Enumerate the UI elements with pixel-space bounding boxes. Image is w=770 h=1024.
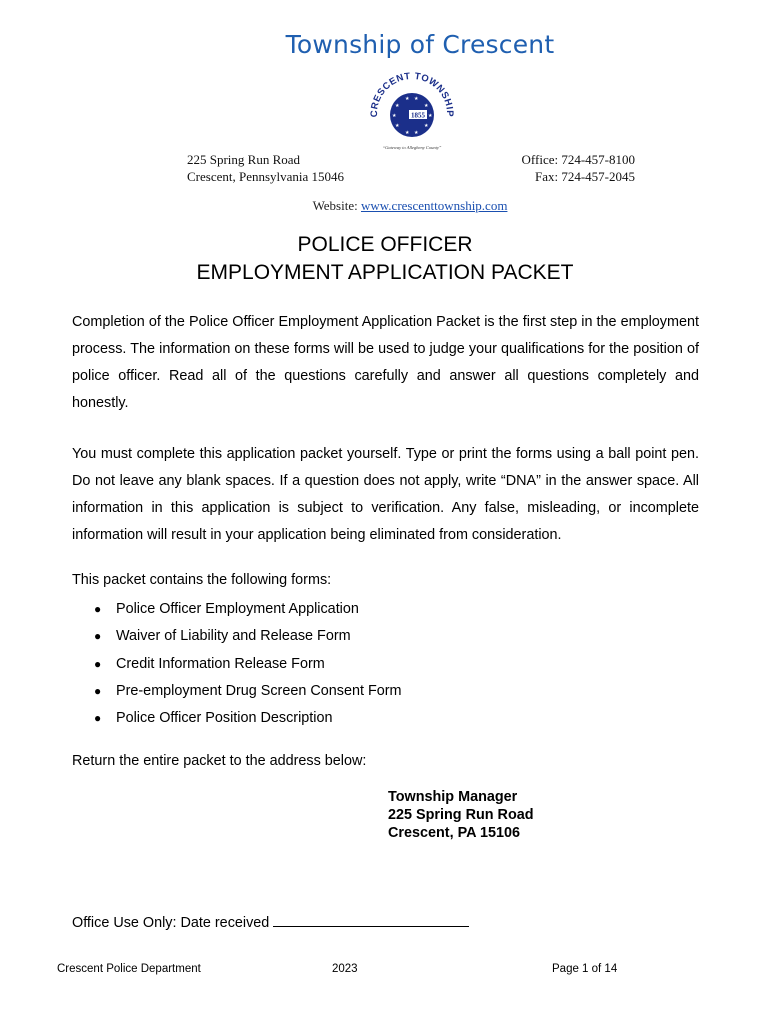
township-seal-logo (361, 70, 463, 152)
website-label: Website: (312, 198, 358, 213)
svg-text:★: ★ (395, 103, 400, 109)
svg-text:★: ★ (405, 130, 410, 136)
bullet-icon: ● (94, 629, 102, 644)
office-use-label: Office Use Only: Date received (72, 915, 270, 931)
svg-text:★: ★ (424, 103, 429, 109)
bullet-icon: ● (94, 656, 102, 671)
office-phone: Office: 724-457-8100 (521, 152, 635, 167)
bullet-icon: ● (94, 711, 102, 726)
svg-text:CRESCENT TOWNSHIP: CRESCENT TOWNSHIP (368, 70, 456, 118)
forms-list (94, 598, 402, 734)
website-link[interactable]: www.crescenttownship.com (360, 198, 508, 213)
office-use-line (72, 912, 469, 931)
fax-number: Fax: 724-457-2045 (534, 169, 635, 184)
return-address-name: Township Manager (388, 789, 518, 805)
intro-paragraph: Completion of the Police Officer Employment Application Packet is the first step in the employment process. The information on these forms will be used to judge your qualifications for the position of police officer. Read all of the questions carefully and answer all questions completely and honestly. (72, 314, 699, 411)
packet-heading-line1: POLICE OFFICER (297, 233, 473, 256)
svg-text:1855: 1855 (411, 111, 425, 120)
svg-text:“Gateway to Allegheny County”: “Gateway to Allegheny County” (382, 145, 442, 150)
footer-page-number: Page 1 of 14 (552, 963, 618, 975)
instructions-paragraph: You must complete this application packet yourself. Type or print the forms using a ball point pen. Do not leave any blank spaces. If a question does not apply, write “DNA” in the answer space. All information in this application is subject to verification. Any false, misleading, or incomplete information will result in your application being eliminated from consideration. (72, 446, 699, 543)
svg-text:★: ★ (414, 130, 419, 136)
svg-text:★: ★ (424, 123, 429, 129)
list-item: ● Waiver of Liability and Release Form (94, 625, 402, 652)
forms-intro: This packet contains the following forms: (72, 572, 332, 588)
svg-text:★: ★ (405, 96, 410, 102)
address-street: 225 Spring Run Road (187, 152, 301, 167)
footer-department: Crescent Police Department (57, 963, 201, 975)
return-address (388, 788, 534, 842)
bullet-icon: ● (94, 683, 102, 698)
return-intro: Return the entire packet to the address below: (72, 753, 367, 769)
township-address (187, 151, 344, 185)
bullet-icon: ● (94, 602, 102, 616)
website-line (0, 198, 770, 214)
svg-text:★: ★ (414, 96, 419, 102)
list-item: ● Credit Information Release Form (94, 653, 402, 680)
svg-text:★: ★ (395, 123, 400, 129)
township-title: Township of Crescent (285, 30, 555, 59)
list-item: ● Pre-employment Drug Screen Consent Form (94, 680, 402, 707)
date-received-field[interactable] (273, 912, 469, 927)
return-address-street: 225 Spring Run Road (388, 807, 534, 823)
packet-heading-line2: EMPLOYMENT APPLICATION PACKET (196, 261, 574, 284)
svg-text:★: ★ (428, 113, 433, 119)
list-item: ● Police Officer Employment Application (94, 598, 402, 625)
return-address-city: Crescent, PA 15106 (388, 825, 520, 841)
footer-year: 2023 (332, 963, 358, 975)
list-item: ● Police Officer Position Description (94, 707, 402, 734)
svg-text:★: ★ (392, 113, 397, 119)
township-contact (520, 151, 635, 185)
address-city: Crescent, Pennsylvania 15046 (187, 169, 345, 184)
